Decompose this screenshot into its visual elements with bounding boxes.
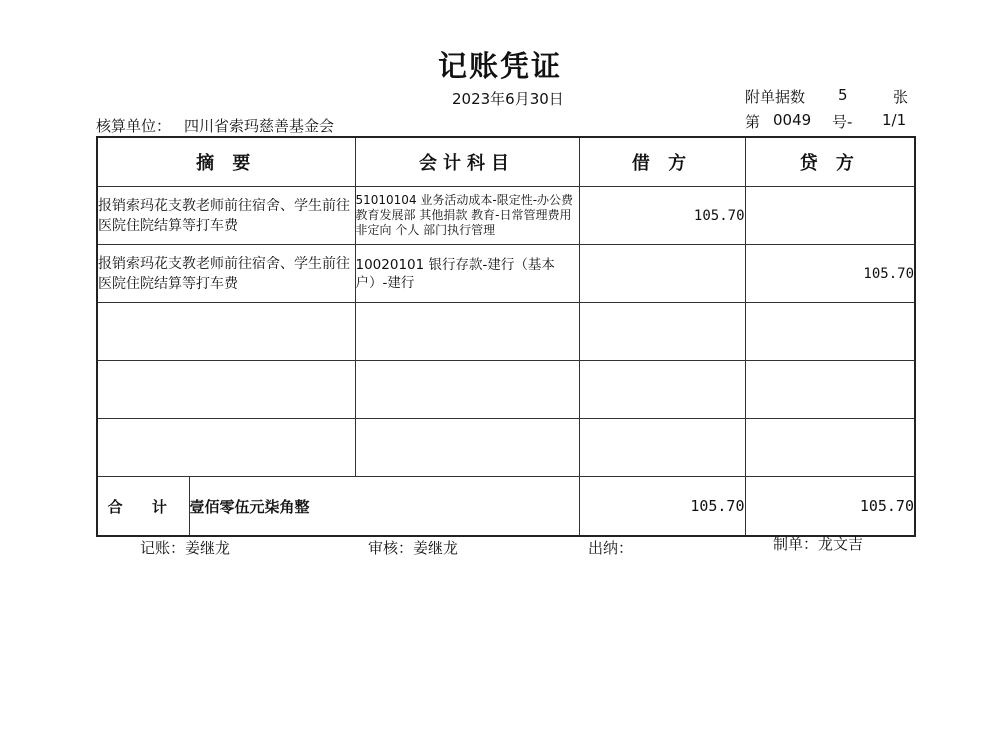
row-credit	[745, 419, 915, 477]
total-label: 合 计	[97, 477, 189, 537]
header-account: 会计科目	[355, 137, 579, 187]
table-row	[97, 187, 915, 245]
table-row	[97, 245, 915, 303]
total-debit: 105.70	[579, 477, 745, 537]
reviewer-signature	[368, 537, 458, 558]
attachment-unit: 张	[893, 88, 909, 106]
header-summary: 摘 要	[97, 137, 355, 187]
row-account	[355, 361, 579, 419]
row-account: 51010104 业务活动成本-限定性-办公费 教育发展部 其他捐款 教育-日常管理费用 非定向 个人 部门执行管理	[355, 187, 579, 245]
bookkeeper-name: 姜继龙	[185, 539, 231, 557]
document-title: 记账凭证	[437, 49, 562, 83]
bookkeeper-label: 记账：	[140, 539, 186, 557]
row-account	[355, 303, 579, 361]
attachment-label: 附单据数	[745, 88, 806, 106]
row-summary	[97, 419, 355, 477]
total-amount-words: 壹佰零伍元柒角整	[189, 477, 579, 537]
row-debit	[579, 419, 745, 477]
row-credit	[745, 303, 915, 361]
row-debit: 105.70	[579, 187, 745, 245]
row-summary: 报销索玛花支教老师前往宿舍、学生前往医院住院结算等打车费	[97, 187, 355, 245]
row-credit	[745, 187, 915, 245]
row-debit	[579, 303, 745, 361]
attachment-count: 5	[838, 86, 848, 104]
row-account	[355, 419, 579, 477]
table-row	[97, 303, 915, 361]
accounting-unit-label: 核算单位：	[96, 117, 172, 135]
preparer-label: 制单：	[773, 535, 819, 553]
row-summary	[97, 303, 355, 361]
cashier-signature	[588, 537, 633, 558]
reviewer-name: 姜继龙	[413, 539, 459, 557]
reviewer-label: 审核：	[368, 539, 414, 557]
row-summary	[97, 361, 355, 419]
row-debit	[579, 361, 745, 419]
voucher-no-prefix: 第	[745, 113, 761, 131]
table-row	[97, 361, 915, 419]
voucher-date: 2023年6月30日	[452, 90, 564, 108]
cashier-label: 出纳：	[588, 539, 634, 557]
preparer-name: 龙文吉	[818, 535, 864, 553]
row-credit	[745, 361, 915, 419]
accounting-unit-name: 四川省索玛慈善基金会	[184, 117, 335, 135]
header-debit: 借 方	[579, 137, 745, 187]
voucher-no-suffix: 号-	[832, 113, 853, 131]
voucher-no: 0049	[773, 111, 812, 129]
row-credit: 105.70	[745, 245, 915, 303]
row-account: 10020101 银行存款-建行（基本户）-建行	[355, 245, 579, 303]
row-debit	[579, 245, 745, 303]
total-row	[97, 477, 915, 537]
preparer-signature	[773, 533, 863, 554]
total-credit: 105.70	[745, 477, 915, 537]
voucher-table	[96, 136, 916, 537]
header-credit: 贷 方	[745, 137, 915, 187]
voucher-page-no: 1/1	[882, 111, 907, 129]
bookkeeper-signature	[140, 537, 230, 558]
row-summary: 报销索玛花支教老师前往宿舍、学生前往医院住院结算等打车费	[97, 245, 355, 303]
table-row	[97, 419, 915, 477]
